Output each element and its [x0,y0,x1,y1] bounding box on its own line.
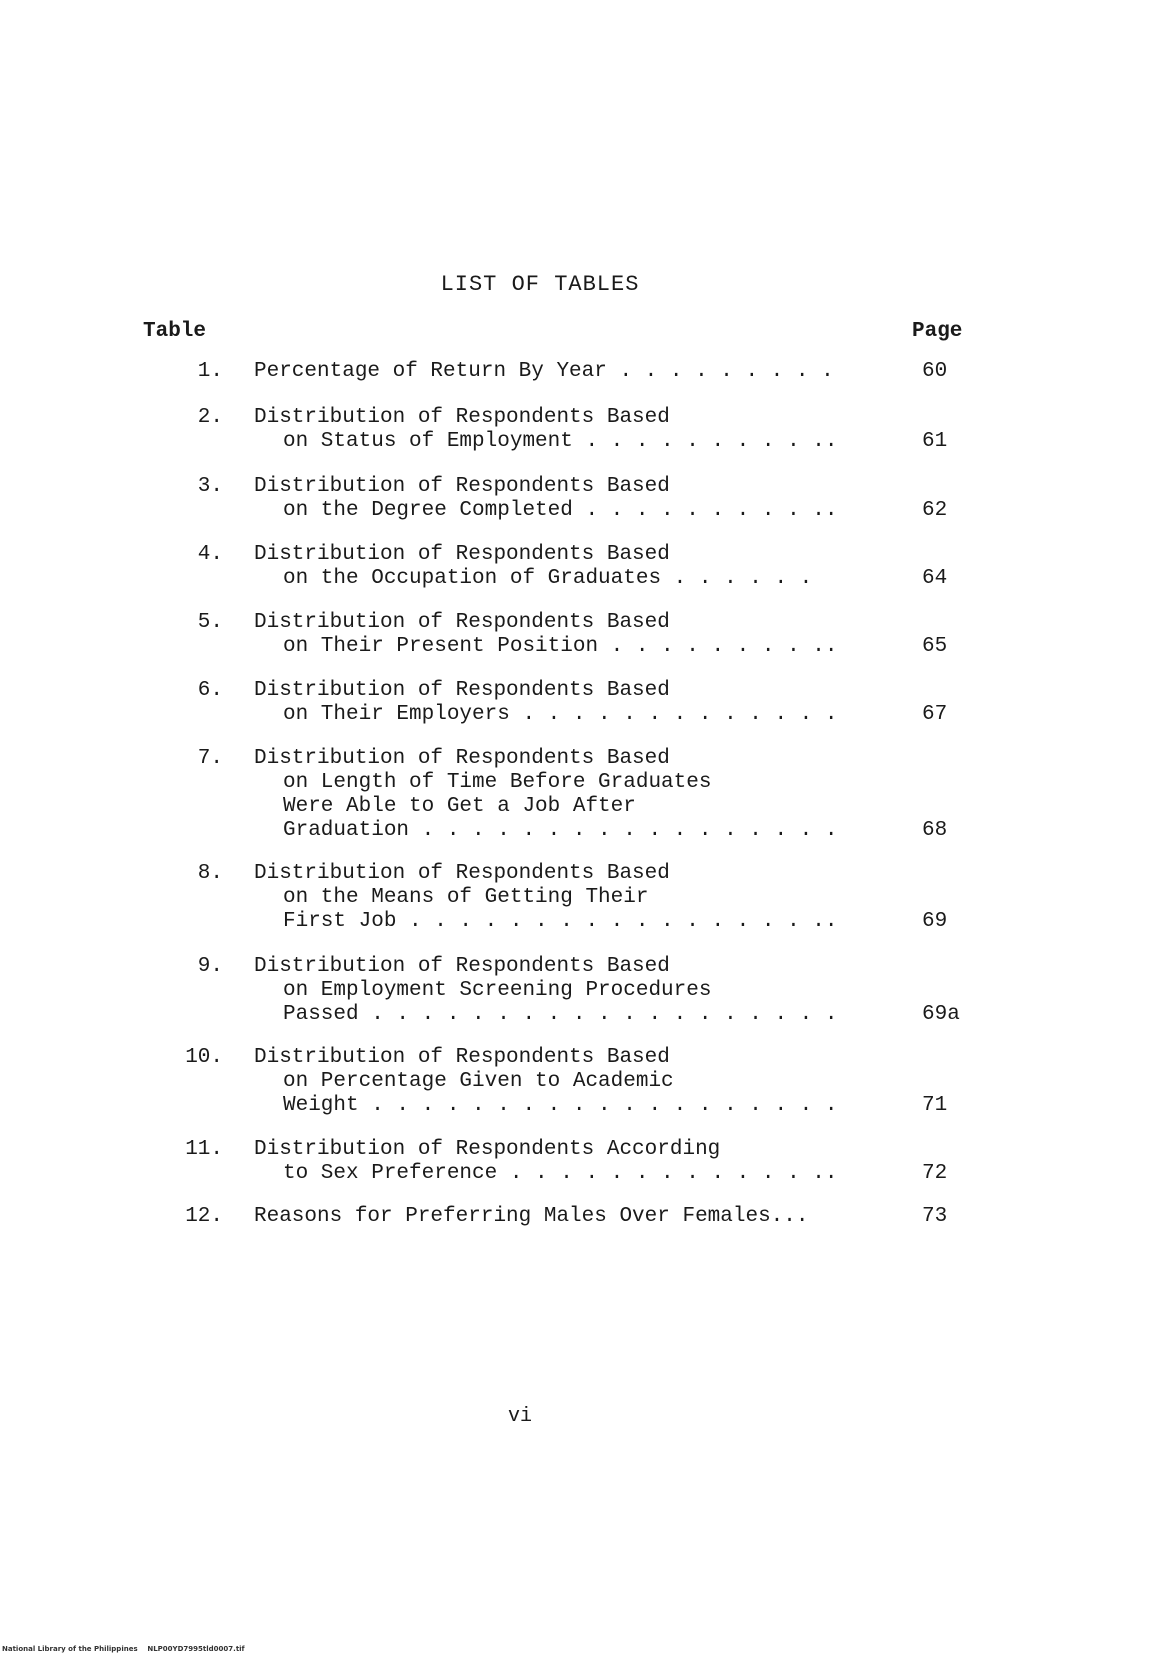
table-caption [254,679,894,727]
table-caption [254,406,894,454]
page-column-header: Page [912,320,963,343]
page-reference: 65 [922,635,948,658]
caption-line: on the Degree Completed . . . . . . . . . .. [283,499,838,522]
page-reference: 68 [922,819,948,842]
caption-line: Distribution of Respondents Based [254,862,670,885]
page-reference: 60 [922,360,948,383]
table-caption [254,475,894,523]
caption-line: Distribution of Respondents Based [254,475,670,498]
page-number: vi [507,1405,532,1428]
table-number: 2. [197,406,223,429]
table-number: 4. [197,543,223,566]
page-reference: 67 [922,703,948,726]
table-number: 5. [197,611,223,634]
caption-line: Reasons for Preferring Males Over Females... [254,1205,809,1228]
page-reference: 69 [922,910,948,933]
page-reference: 73 [922,1205,948,1228]
caption-line: Weight . . . . . . . . . . . . . . . . . . . [283,1094,838,1117]
caption-line: Distribution of Respondents Based [254,1046,670,1069]
caption-line: Distribution of Respondents According [254,1138,721,1161]
table-number: 6. [197,679,223,702]
caption-line: Distribution of Respondents Based [254,955,670,978]
caption-line: Graduation . . . . . . . . . . . . . . . . . [283,819,838,842]
table-number: 12. [185,1205,223,1228]
caption-line: on Length of Time Before Graduates [283,771,712,794]
caption-line: Distribution of Respondents Based [254,611,670,634]
page-reference: 62 [922,499,948,522]
page-reference: 61 [922,430,948,453]
caption-line: on Employment Screening Procedures [283,979,712,1002]
caption-line: Distribution of Respondents Based [254,679,670,702]
table-caption [254,543,894,591]
table-number: 9. [197,955,223,978]
table-caption [254,360,894,384]
table-caption [254,955,894,1027]
caption-line: on Status of Employment . . . . . . . . . .. [283,430,838,453]
table-caption [254,1046,894,1118]
table-caption [254,747,894,843]
table-caption [254,862,894,934]
caption-line: Distribution of Respondents Based [254,406,670,429]
table-number: 10. [185,1046,223,1069]
page-reference: 64 [922,567,948,590]
table-number: 1. [197,360,223,383]
page-reference: 72 [922,1162,948,1185]
page-reference: 71 [922,1094,948,1117]
table-number: 3. [197,475,223,498]
table-number: 8. [197,862,223,885]
table-caption [254,611,894,659]
caption-line: on Percentage Given to Academic [283,1070,674,1093]
caption-line: Distribution of Respondents Based [254,747,670,770]
page-title: LIST OF TABLES [440,272,640,297]
caption-line: First Job . . . . . . . . . . . . . . . . .. [283,910,838,933]
page-reference: 69a [922,1003,960,1026]
table-caption [254,1205,894,1229]
caption-line: on the Means of Getting Their [283,886,649,909]
table-number: 11. [185,1138,223,1161]
caption-line: on the Occupation of Graduates . . . . . . [283,567,813,590]
caption-line: to Sex Preference . . . . . . . . . . . . .. [283,1162,838,1185]
caption-line: on Their Present Position . . . . . . . . .. [283,635,838,658]
table-number: 7. [197,747,223,770]
scan-caption: National Library of the Philippines NLP00YD7995tld0007.tif [2,1645,245,1653]
caption-line: Were Able to Get a Job After [283,795,636,818]
caption-line: Passed . . . . . . . . . . . . . . . . . . . [283,1003,838,1026]
caption-line: Percentage of Return By Year . . . . . . . . . [254,360,834,383]
table-column-header: Table [143,320,207,343]
caption-line: on Their Employers . . . . . . . . . . . . . [283,703,838,726]
caption-line: Distribution of Respondents Based [254,543,670,566]
table-caption [254,1138,894,1186]
